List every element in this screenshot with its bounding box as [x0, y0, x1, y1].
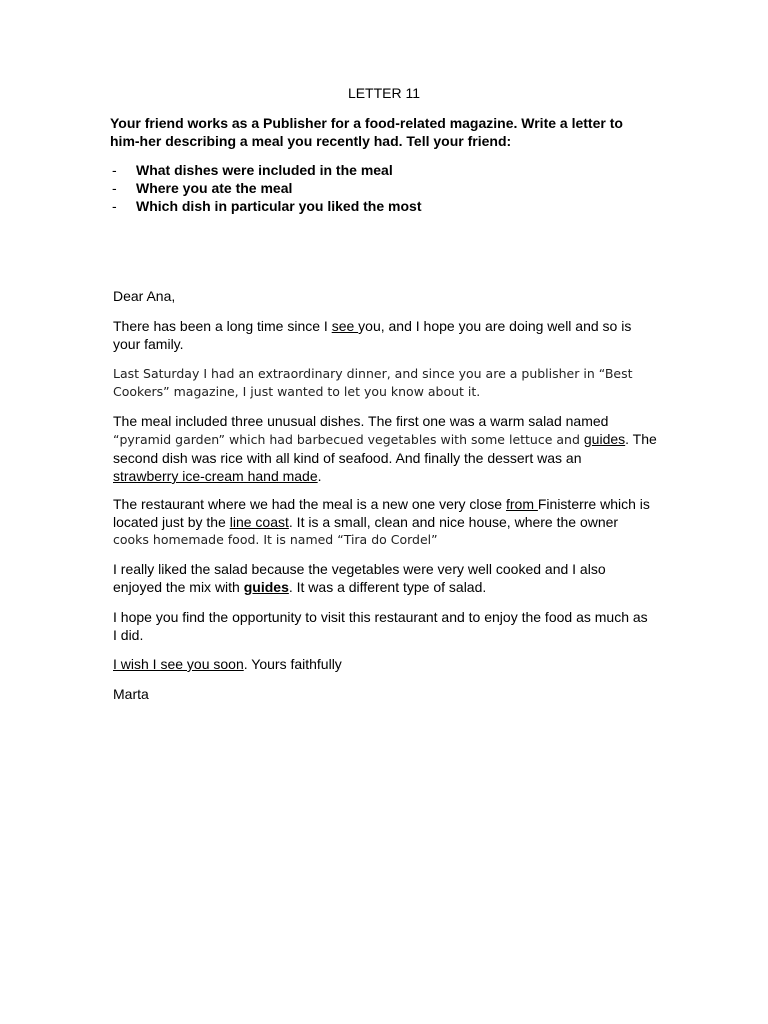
letter-paragraph-5	[113, 560, 673, 596]
text-segment: . It is a small, clean and nice house, where the owner	[288, 514, 619, 530]
underlined-text: from	[505, 496, 538, 512]
greeting-text: Dear Ana,	[113, 288, 176, 304]
paragraph-line	[113, 495, 673, 513]
text-segment: . It was a different type of salad.	[288, 579, 487, 595]
letter-paragraph-1	[113, 317, 673, 353]
paragraph-line	[113, 578, 673, 596]
paragraph-line	[113, 317, 673, 335]
letter-paragraph-3	[113, 412, 673, 485]
letter-paragraph-4	[113, 495, 673, 549]
paragraph-line: cooks homemade food. It is named “Tira do Cordel”	[113, 532, 438, 547]
bold-underlined-text: guides	[243, 579, 289, 595]
prompt-line-2: him-her describing a meal you recently had. Tell your friend:	[110, 133, 512, 149]
underlined-text: guides	[583, 431, 626, 447]
signature-text: Marta	[113, 686, 149, 702]
closing-line	[113, 655, 673, 673]
letter-closing	[113, 655, 673, 673]
paragraph-line: Last Saturday I had an extraordinary dinner, and since you are a publisher in “Best	[113, 366, 633, 381]
letter-heading: LETTER 11	[347, 85, 421, 101]
underlined-text: line coast	[229, 514, 289, 530]
bullet-item	[112, 179, 421, 197]
letter-signature	[113, 685, 673, 703]
bullet-text: What dishes were included in the meal	[136, 162, 393, 178]
paragraph-line: Cookers” magazine, I just wanted to let you know about it.	[113, 384, 481, 399]
letter-paragraph-2	[113, 365, 673, 401]
bullet-dash: -	[112, 162, 117, 178]
text-segment: enjoyed the mix with	[113, 579, 244, 595]
paragraph-line	[113, 513, 673, 531]
bullet-dash: -	[112, 180, 117, 196]
text-segment: Finisterre which is	[537, 496, 650, 512]
paragraph-line: I really liked the salad because the vegetables were very well cooked and I also	[113, 561, 606, 577]
text-segment: There has been a long time since I	[113, 318, 332, 334]
text-segment: .	[317, 468, 322, 484]
prompt-line-1: Your friend works as a Publisher for a food-related magazine. Write a letter to	[110, 115, 623, 131]
text-segment: located just by the	[113, 514, 230, 530]
underlined-text: I wish I see you soon	[113, 656, 244, 672]
paragraph-line	[113, 430, 673, 449]
task-prompt	[110, 114, 670, 150]
underlined-text: strawberry ice-cream hand made	[113, 468, 318, 484]
paragraph-line: The meal included three unusual dishes. The first one was a warm salad named	[113, 413, 609, 429]
paragraph-line	[113, 467, 673, 485]
bullet-item	[112, 197, 421, 215]
underlined-text: see	[331, 318, 359, 334]
letter-greeting	[113, 287, 673, 305]
text-segment: “pyramid garden” which had barbecued vegetables with some lettuce and	[113, 432, 584, 447]
bullet-dash: -	[112, 198, 117, 214]
paragraph-line: I hope you find the opportunity to visit this restaurant and to enjoy the food as much as	[113, 609, 648, 625]
bullet-text: Which dish in particular you liked the most	[136, 198, 422, 214]
task-bullet-list	[112, 161, 421, 215]
text-segment: The restaurant where we had the meal is a new one very close	[113, 496, 506, 512]
paragraph-line: I did.	[113, 627, 144, 643]
text-segment: . Yours faithfully	[243, 656, 342, 672]
bullet-item	[112, 161, 421, 179]
bullet-text: Where you ate the meal	[136, 180, 293, 196]
letter-paragraph-6	[113, 608, 673, 644]
paragraph-line: your family.	[113, 336, 184, 352]
text-segment: . The	[625, 431, 657, 447]
paragraph-line: second dish was rice with all kind of seafood. And finally the dessert was an	[113, 450, 582, 466]
text-segment: you, and I hope you are doing well and so is	[358, 318, 632, 334]
